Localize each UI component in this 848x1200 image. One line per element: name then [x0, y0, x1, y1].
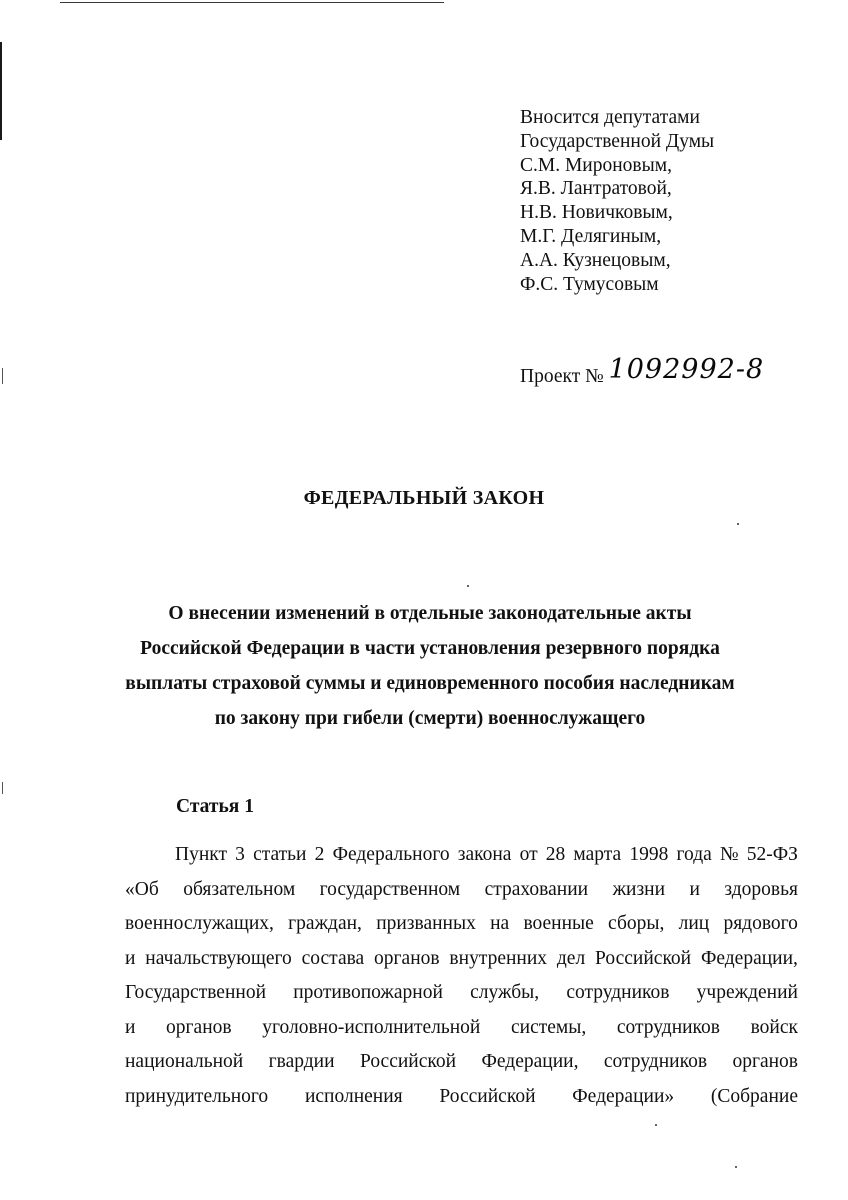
- article-word: Пункт: [175, 844, 228, 865]
- article-word: «Об: [125, 878, 159, 900]
- article-word: жизни: [612, 878, 666, 900]
- article-word: 1998: [629, 844, 669, 865]
- article-word: обязательном: [183, 878, 296, 900]
- article-word: Федерации»: [572, 1085, 675, 1107]
- article-word: Федерации,: [700, 947, 798, 969]
- article-word: государственном: [319, 878, 461, 900]
- article-word: начальствующего: [145, 947, 292, 969]
- article-word: сборы,: [608, 913, 665, 934]
- article-text-line: [125, 873, 798, 908]
- project-number-line: [520, 354, 765, 389]
- sponsor-line: М.Г. Делягиным,: [520, 225, 662, 247]
- article-word: органов: [374, 947, 440, 969]
- article-word: сотрудников: [616, 1016, 720, 1038]
- article-word: принудительного: [125, 1085, 269, 1107]
- article-word: №: [719, 844, 739, 865]
- project-label: Проект №: [520, 366, 604, 387]
- sponsor-line: Я.В. Лантратовой,: [520, 178, 672, 200]
- article-word: военнослужащих,: [125, 913, 274, 934]
- article-word: 28: [545, 844, 566, 865]
- article-word: Федерального: [332, 844, 450, 865]
- article-word: сотрудников: [566, 982, 670, 1003]
- article-word: закона: [457, 844, 512, 865]
- sponsors-block: [520, 106, 714, 296]
- sponsor-line: Вносится депутатами: [520, 107, 700, 128]
- article-word: от: [519, 844, 538, 865]
- article-text-line: [125, 1045, 798, 1080]
- article-word: дел: [556, 947, 586, 969]
- article-word: уголовно-исполнительной: [262, 1016, 481, 1038]
- article-word: учреждений: [696, 982, 798, 1003]
- article-text-line: [125, 907, 798, 942]
- article-text-line: [125, 1080, 798, 1115]
- article-word: Государственной: [125, 982, 267, 1003]
- article-heading: Статья 1: [176, 796, 254, 817]
- scan-edge-top: [60, 2, 444, 3]
- article-text-line: [125, 976, 798, 1011]
- scan-edge-left: [0, 42, 2, 140]
- sponsor-line: Н.В. Новичковым,: [520, 202, 673, 224]
- article-word: марта: [573, 844, 622, 865]
- article-word: страховании: [484, 878, 589, 900]
- sponsor-line: Государственной Думы: [520, 130, 715, 152]
- article-word: на: [490, 913, 510, 934]
- scan-speck: [735, 1166, 737, 1168]
- article-word: сотрудников: [603, 1051, 708, 1072]
- article-word: 52-ФЗ: [746, 844, 798, 865]
- article-word: и: [125, 947, 136, 969]
- article-word: службы,: [470, 982, 540, 1003]
- document-type-heading: ФЕДЕРАЛЬНЫЙ ЗАКОН: [303, 487, 545, 509]
- article-word: и: [689, 878, 700, 900]
- title-line: выплаты страховой суммы и единовременного пособия наследникам: [125, 673, 735, 694]
- article-word: Российской: [359, 1051, 457, 1072]
- article-text-line: [125, 1011, 798, 1046]
- article-word: состава: [301, 947, 365, 969]
- article-word: граждан,: [288, 913, 362, 934]
- article-word: статьи: [253, 844, 307, 865]
- project-number-handwritten: 1092992-8: [608, 354, 765, 385]
- article-word: Федерации,: [481, 1051, 579, 1072]
- article-word: Российской: [439, 1085, 536, 1107]
- scan-speck: [655, 1124, 657, 1126]
- article-text-line: [125, 838, 798, 873]
- article-word: рядового: [723, 913, 798, 934]
- article-word: Российской: [595, 947, 692, 969]
- article-word: и: [125, 1016, 136, 1038]
- article-word: здоровья: [724, 878, 798, 900]
- article-word: органов: [166, 1016, 232, 1038]
- title-line: Российской Федерации в части установления резервного порядка: [140, 638, 720, 659]
- article-text-line: [125, 942, 798, 977]
- article-word: гвардии: [268, 1051, 335, 1072]
- sponsor-line: С.М. Мироновым,: [520, 154, 672, 176]
- article-word: национальной: [125, 1051, 244, 1072]
- sponsor-line: А.А. Кузнецовым,: [520, 249, 671, 271]
- scan-speck: [467, 585, 469, 587]
- article-word: 2: [314, 844, 325, 865]
- law-title: [100, 596, 760, 736]
- article-word: военные: [523, 913, 594, 934]
- scan-mark: [2, 368, 3, 384]
- article-word: противопожарной: [293, 982, 443, 1003]
- scan-speck: [737, 523, 739, 525]
- title-line: по закону при гибели (смерти) военнослужащего: [214, 708, 646, 729]
- article-body: [125, 838, 798, 1114]
- article-word: войск: [750, 1016, 798, 1038]
- article-word: лиц: [678, 913, 710, 934]
- sponsor-line: Ф.С. Тумусовым: [520, 273, 659, 295]
- article-word: системы,: [510, 1016, 587, 1038]
- article-word: органов: [732, 1051, 798, 1072]
- article-word: (Собрание: [710, 1085, 798, 1107]
- article-word: призванных: [376, 913, 476, 934]
- scan-mark: [2, 782, 3, 794]
- article-word: 3: [235, 844, 245, 865]
- article-word: внутренних: [449, 947, 548, 969]
- title-line: О внесении изменений в отдельные законодательные акты: [168, 603, 692, 624]
- article-word: года: [676, 844, 712, 865]
- article-word: исполнения: [304, 1085, 403, 1107]
